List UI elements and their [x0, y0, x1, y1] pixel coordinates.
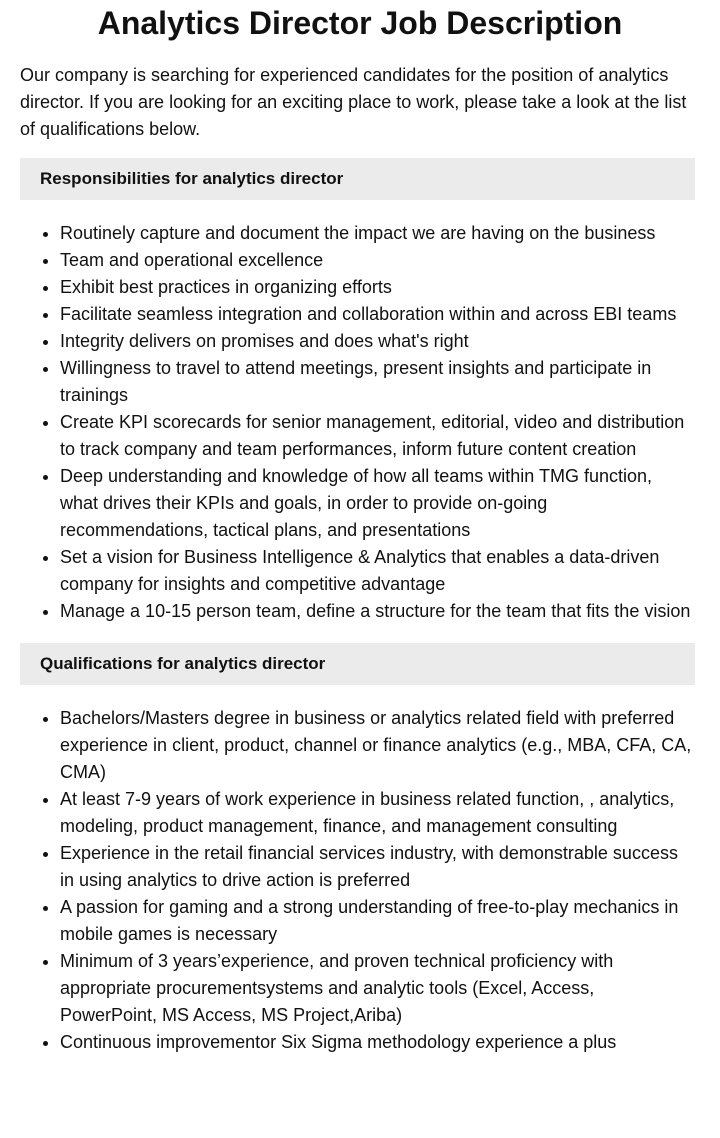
list-item: • A passion for gaming and a strong understanding of free-to-play mechanics in mobile games is necessary — [60, 894, 695, 948]
responsibilities-heading: Responsibilities for analytics director — [20, 158, 695, 200]
list-item: • At least 7-9 years of work experience in business related function, , analytics, modeling, product management, finance, and management consulting — [60, 786, 695, 840]
list-item: • Exhibit best practices in organizing efforts — [60, 274, 695, 301]
responsibilities-list — [20, 220, 695, 625]
list-item: • Set a vision for Business Intelligence & Analytics that enables a data-driven company for insights and competitive advantage — [60, 544, 695, 598]
list-item: • Willingness to travel to attend meetings, present insights and participate in trainings — [60, 355, 695, 409]
list-item: • Experience in the retail financial services industry, with demonstrable success in using analytics to drive action is preferred — [60, 840, 695, 894]
list-item: • Routinely capture and document the impact we are having on the business — [60, 220, 695, 247]
qualifications-heading: Qualifications for analytics director — [20, 643, 695, 685]
list-item: • Minimum of 3 years’experience, and proven technical proficiency with appropriate procurementsystems and analytic tools (Excel, Access, PowerPoint, MS Access, MS Project,Ariba) — [60, 948, 695, 1029]
list-item: • Continuous improvementor Six Sigma methodology experience a plus — [60, 1029, 695, 1056]
list-item: • Team and operational excellence — [60, 247, 695, 274]
list-item: • Integrity delivers on promises and does what's right — [60, 328, 695, 355]
list-item: • Create KPI scorecards for senior management, editorial, video and distribution to track company and team performances, inform future content creation — [60, 409, 695, 463]
intro-paragraph: Our company is searching for experienced candidates for the position of analytics director. If you are looking for an exciting place to work, please take a look at the list of qualifications below. — [20, 65, 687, 139]
list-item: • Facilitate seamless integration and collaboration within and across EBI teams — [60, 301, 695, 328]
page-title: Analytics Director Job Description — [97, 5, 623, 41]
list-item: • Bachelors/Masters degree in business or analytics related field with preferred experience in client, product, channel or finance analytics (e.g., MBA, CFA, CA, CMA) — [60, 705, 695, 786]
qualifications-list — [20, 705, 695, 1056]
list-item: • Deep understanding and knowledge of how all teams within TMG function, what drives their KPIs and goals, in order to provide on-going recommendations, tactical plans, and presentations — [60, 463, 695, 544]
list-item: • Manage a 10-15 person team, define a structure for the team that fits the vision — [60, 598, 695, 625]
